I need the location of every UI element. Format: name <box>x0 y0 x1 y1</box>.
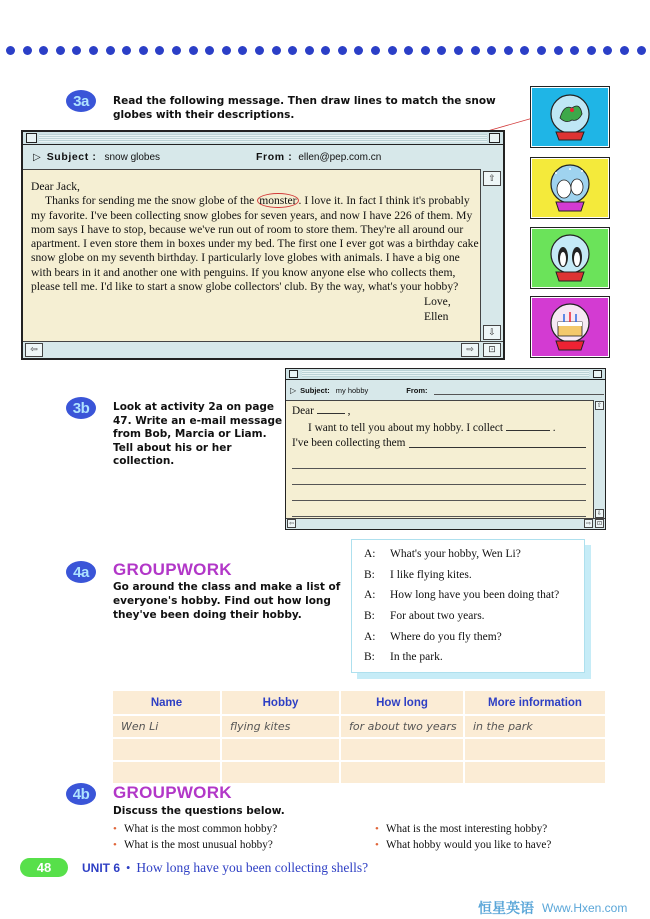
dialog-speaker: A: <box>364 589 376 602</box>
instruction-3b: Look at activity 2a on page 47. Write an e-mail message from Bob, Marcia or Liam. Tell about his or her collection. <box>113 401 283 467</box>
dialog-line <box>352 544 584 565</box>
table-row <box>113 715 606 738</box>
resize-icon[interactable]: ⊡ <box>596 520 603 527</box>
unit-title: How long have you been collecting shells? <box>136 860 369 875</box>
table-header: Hobby <box>221 691 340 715</box>
hobby-line: I want to tell you about my hobby. I collect . <box>308 422 556 434</box>
monster-globe-icon <box>532 88 608 146</box>
table-cell[interactable] <box>113 761 221 784</box>
table-header: How long <box>340 691 464 715</box>
questions-right <box>375 821 551 853</box>
table-header: More information <box>464 691 606 715</box>
footer-bullet: • <box>126 860 131 875</box>
table-cell[interactable] <box>221 761 340 784</box>
email-greeting: Dear Jack, <box>31 180 80 193</box>
penguins-globe-icon <box>532 229 608 287</box>
table-cell[interactable]: for about two years <box>340 715 464 738</box>
table-cell[interactable] <box>340 761 464 784</box>
window-close-icon[interactable] <box>26 133 37 143</box>
dialog-text: Where do you fly them? <box>390 630 502 643</box>
dialog-text: What's your hobby, Wen Li? <box>390 548 521 561</box>
email-signature: Ellen <box>424 309 449 323</box>
writing-line[interactable] <box>292 469 586 485</box>
window-zoom-icon[interactable] <box>489 133 500 143</box>
triangle-icon[interactable]: ▷ <box>33 151 41 163</box>
horizontal-scrollbar[interactable] <box>23 341 503 358</box>
subject-value: snow globes <box>104 151 161 163</box>
window-titlebar[interactable] <box>23 132 503 145</box>
dialog-line <box>352 626 584 647</box>
dialog-line <box>352 585 584 606</box>
subject-label: Subject: <box>300 385 330 395</box>
scroll-down-icon[interactable]: ⇩ <box>483 325 501 340</box>
triangle-icon[interactable]: ▷ <box>290 385 297 395</box>
dialog-speaker: A: <box>364 548 376 561</box>
question-item: • What hobby would you like to have? <box>375 839 552 851</box>
snow-globe-birthday-cake[interactable] <box>530 296 610 358</box>
question-item: • What is the most unusual hobby? <box>113 839 273 851</box>
dialog-line <box>352 647 584 668</box>
writing-line[interactable] <box>292 485 586 501</box>
window-titlebar-3b[interactable] <box>286 369 605 380</box>
scroll-up-icon[interactable]: ⇧ <box>596 402 603 409</box>
table-cell[interactable] <box>464 761 606 784</box>
page-number: 48 <box>20 858 68 877</box>
watermark <box>478 898 627 918</box>
unit-label: UNIT 6 <box>82 861 121 875</box>
window-zoom-icon[interactable] <box>593 370 602 378</box>
snow-globe-penguins[interactable] <box>530 227 610 289</box>
dialog-text: How long have you been doing that? <box>390 589 560 602</box>
email-header-3b <box>286 380 605 401</box>
groupwork-title-4a: GROUPWORK <box>113 560 232 579</box>
activity-badge-3b: 3b <box>66 397 96 419</box>
table-cell[interactable]: flying kites <box>221 715 340 738</box>
unit-footer <box>82 860 368 876</box>
writing-line[interactable] <box>292 501 586 517</box>
email-paragraph: Thanks for sending me the snow globe of the monster . I love it. In fact I think it's probably my favorite. I've been collecting snow globes for seven years, and now I have 226 of them. My mom says I have to stop, because we've run out of room to store them. They're all around our apartment. I even store them in boxes under my bed. The first one I ever got was a birthday cake snow globe on my seventh birthday. I particularly love globes with animals. I have a big one with bears in it and another one with penguins. If you know anyone else who collects them, please tell me. I'd like to start a snow globe collectors' club. By the way, what's your hobby? <box>31 194 479 294</box>
vertical-scrollbar[interactable] <box>593 400 605 519</box>
question-item: • What is the most common hobby? <box>113 823 278 835</box>
email-header-3a <box>23 145 503 170</box>
circled-word: monster <box>259 194 297 208</box>
table-row <box>113 738 606 761</box>
email-window-3a <box>21 130 505 360</box>
subject-label: Subject : <box>46 151 97 163</box>
dialog-text: For about two years. <box>390 610 485 623</box>
sample-dialog <box>351 539 585 673</box>
blank-field[interactable] <box>409 437 586 448</box>
email-window-3b <box>285 368 606 530</box>
email-closing: Love, <box>424 295 451 309</box>
vertical-scrollbar[interactable] <box>480 169 503 342</box>
activity-badge-4a: 4a <box>66 561 96 583</box>
scroll-down-icon[interactable]: ⇩ <box>596 510 603 517</box>
scroll-right-icon[interactable]: ⇨ <box>585 520 592 527</box>
from-value: ellen@pep.com.cn <box>298 151 382 163</box>
dear-line: Dear , <box>292 405 351 417</box>
dialog-speaker: B: <box>364 610 375 623</box>
activity-badge-4b: 4b <box>66 783 96 805</box>
collecting-line: I've been collecting them <box>292 437 586 453</box>
table-cell[interactable] <box>464 738 606 761</box>
hobby-table <box>113 691 607 785</box>
from-label: From: <box>406 385 428 395</box>
scroll-left-icon[interactable]: ⇦ <box>25 343 43 357</box>
blank-field[interactable] <box>506 420 550 431</box>
dialog-text: In the park. <box>390 651 443 664</box>
window-close-icon[interactable] <box>289 370 298 378</box>
table-cell[interactable] <box>221 738 340 761</box>
dialog-line <box>352 565 584 586</box>
table-cell[interactable] <box>113 738 221 761</box>
table-cell[interactable] <box>340 738 464 761</box>
scroll-left-icon[interactable]: ⇦ <box>288 520 295 527</box>
subject-value: my hobby <box>335 385 369 395</box>
snow-globe-monster[interactable] <box>530 86 610 148</box>
watermark-cn: 恒星英语 <box>478 901 534 917</box>
instruction-4b: Discuss the questions below. <box>113 805 285 817</box>
table-header: Name <box>113 691 221 715</box>
dialog-speaker: B: <box>364 651 375 664</box>
questions-left <box>113 821 277 853</box>
from-field[interactable] <box>434 386 604 395</box>
activity-badge-3a: 3a <box>66 90 96 112</box>
resize-icon[interactable]: ⊡ <box>483 343 501 357</box>
snow-globe-bears[interactable] <box>530 157 610 219</box>
watermark-url: Www.Hxen.com <box>542 901 628 915</box>
cake-globe-icon <box>532 298 608 356</box>
from-label: From : <box>256 151 293 163</box>
table-row <box>113 761 606 784</box>
email-body-3a <box>31 180 479 324</box>
dialog-line <box>352 606 584 627</box>
email-body-3b <box>292 403 586 517</box>
dialog-speaker: B: <box>364 568 375 581</box>
horizontal-scrollbar[interactable] <box>286 518 605 529</box>
groupwork-title-4b: GROUPWORK <box>113 783 232 802</box>
blank-field[interactable] <box>317 403 345 414</box>
instruction-4a: Go around the class and make a list of everyone's hobby. Find out how long they've been doing their hobby. <box>113 581 341 621</box>
dialog-speaker: A: <box>364 630 376 643</box>
instruction-3a: Read the following message. Then draw lines to match the snow globes with their descriptions. <box>113 95 496 121</box>
dialog-text: I like flying kites. <box>390 568 472 581</box>
bears-globe-icon <box>532 159 608 217</box>
table-cell[interactable]: Wen Li <box>113 715 221 738</box>
table-cell[interactable]: in the park <box>464 715 606 738</box>
writing-line[interactable] <box>292 453 586 469</box>
scroll-up-icon[interactable]: ⇧ <box>483 171 501 186</box>
scroll-right-icon[interactable]: ⇨ <box>461 343 479 357</box>
question-item: • What is the most interesting hobby? <box>375 823 548 835</box>
